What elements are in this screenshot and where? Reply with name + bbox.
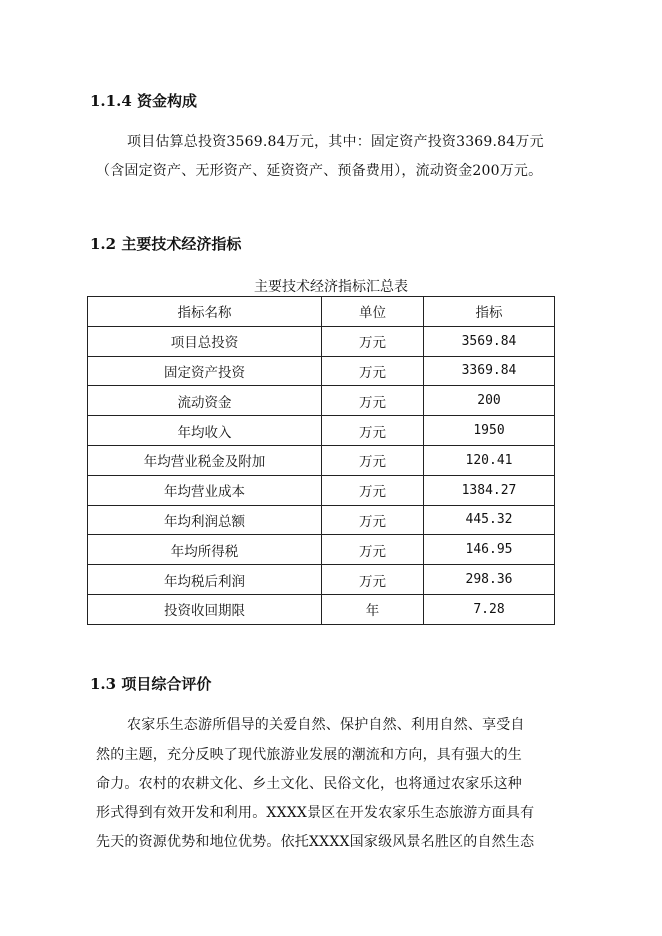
- table-header-row: [88, 297, 555, 327]
- indicator-unit: 万元: [322, 565, 424, 595]
- indicator-unit: 年: [322, 594, 424, 624]
- indicator-unit: 万元: [322, 475, 424, 505]
- table-row: [88, 356, 555, 386]
- table-row: [88, 594, 555, 624]
- indicator-name: 流动资金: [88, 386, 322, 416]
- table-row: [88, 475, 555, 505]
- table-row: [88, 505, 555, 535]
- paragraph-line: 然的主题，充分反映了现代旅游业发展的潮流和方向，具有强大的生: [96, 747, 522, 763]
- indicator-unit: 万元: [322, 386, 424, 416]
- indicator-value: 1950: [424, 416, 555, 446]
- paragraph-line: 项目估算总投资3569.84万元，其中：固定资产投资3369.84万元: [127, 134, 544, 150]
- indicator-name: 年均营业税金及附加: [88, 445, 322, 475]
- indicator-value: 200: [424, 386, 555, 416]
- indicator-value: 1384.27: [424, 475, 555, 505]
- indicator-name: 年均所得税: [88, 535, 322, 565]
- indicator-value: 3569.84: [424, 326, 555, 356]
- indicator-value: 445.32: [424, 505, 555, 535]
- table-row: [88, 326, 555, 356]
- indicator-name: 年均收入: [88, 416, 322, 446]
- paragraph-line: 命力。农村的农耕文化、乡土文化、民俗文化，也将通过农家乐这种: [96, 776, 522, 792]
- paragraph-line: 先天的资源优势和地位优势。依托XXXX国家级风景名胜区的自然生态: [96, 834, 535, 850]
- table-row: [88, 386, 555, 416]
- indicator-name: 年均营业成本: [88, 475, 322, 505]
- section-heading-1-3: 1.3 项目综合评价: [90, 675, 212, 693]
- indicator-value: 7.28: [424, 594, 555, 624]
- paragraph-line: （含固定资产、无形资产、延资资产、预备费用），流动资金200万元。: [96, 163, 543, 179]
- section-heading-1-2: 1.2 主要技术经济指标: [90, 235, 242, 253]
- table-caption: 主要技术经济指标汇总表: [254, 279, 408, 295]
- indicator-unit: 万元: [322, 416, 424, 446]
- indicator-name: 投资收回期限: [88, 594, 322, 624]
- indicator-unit: 万元: [322, 326, 424, 356]
- indicator-value: 298.36: [424, 565, 555, 595]
- column-header: 指标: [424, 297, 555, 327]
- indicator-name: 项目总投资: [88, 326, 322, 356]
- indicator-unit: 万元: [322, 535, 424, 565]
- column-header: 单位: [322, 297, 424, 327]
- indicator-name: 固定资产投资: [88, 356, 322, 386]
- indicator-unit: 万元: [322, 356, 424, 386]
- table-row: [88, 565, 555, 595]
- paragraph-line: 形式得到有效开发和利用。XXXX景区在开发农家乐生态旅游方面具有: [96, 805, 535, 821]
- section-heading-1-1-4: 1.1.4 资金构成: [90, 92, 197, 110]
- indicator-unit: 万元: [322, 505, 424, 535]
- indicator-table: [87, 296, 555, 625]
- paragraph-line: 农家乐生态游所倡导的关爱自然、保护自然、利用自然、享受自: [127, 717, 525, 733]
- column-header: 指标名称: [88, 297, 322, 327]
- table-row: [88, 416, 555, 446]
- indicator-value: 146.95: [424, 535, 555, 565]
- table-row: [88, 445, 555, 475]
- indicator-name: 年均税后利润: [88, 565, 322, 595]
- indicator-value: 3369.84: [424, 356, 555, 386]
- indicator-name: 年均利润总额: [88, 505, 322, 535]
- indicator-unit: 万元: [322, 445, 424, 475]
- table-row: [88, 535, 555, 565]
- indicator-value: 120.41: [424, 445, 555, 475]
